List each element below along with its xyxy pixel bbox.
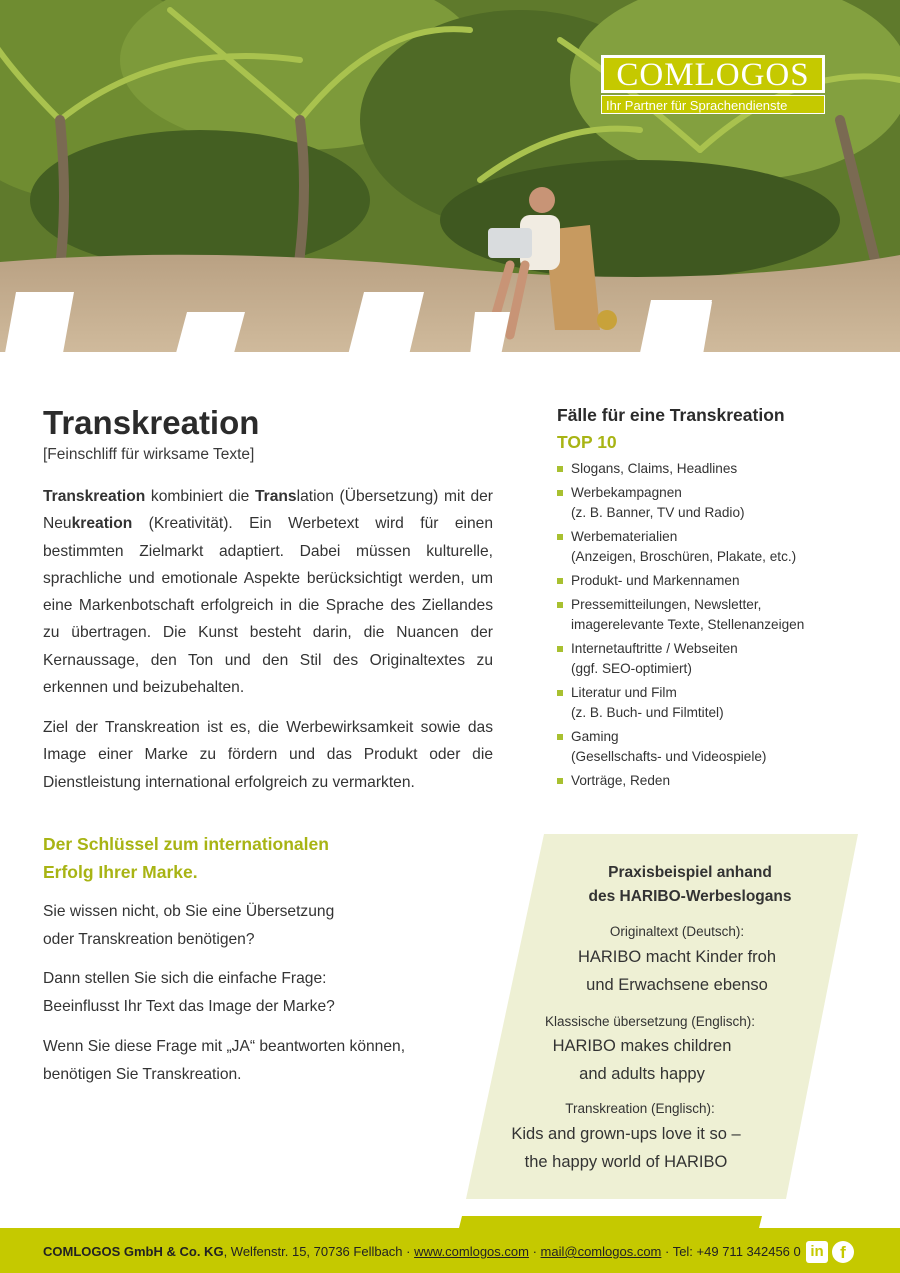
bullet-square-icon — [557, 466, 563, 472]
comlogos-logo — [601, 55, 825, 114]
question-paragraph-1 — [43, 898, 463, 953]
footer-address: , Welfenstr. 15, 70736 Fellbach · — [223, 1244, 415, 1259]
logo-tagline: Ihr Partner für Sprachendienste — [601, 95, 825, 114]
praxis-value-original-line2: und Erwachsene ebenso — [586, 975, 768, 994]
top10-item — [557, 683, 887, 723]
top10-item — [557, 483, 887, 523]
page-subtitle: [Feinschliff für wirksame Texte] — [43, 446, 255, 463]
top10-item — [557, 571, 887, 591]
top10-item — [557, 459, 887, 479]
bullet-square-icon — [557, 534, 563, 540]
question-1-line1: Sie wissen nicht, ob Sie eine Übersetzung — [43, 903, 335, 920]
footer-separator: · — [528, 1244, 541, 1259]
praxis-value-transcreation-line2: the happy world of HARIBO — [524, 1152, 728, 1171]
praxis-heading — [494, 861, 886, 909]
top10-item — [557, 639, 887, 679]
top10-item — [557, 727, 887, 767]
praxis-value-original-line1: HARIBO macht Kinder froh — [577, 948, 777, 966]
top10-item — [557, 527, 887, 567]
intro-text-2: lation (Übersetzung) mit der Neu — [43, 488, 493, 533]
praxis-value-transcreation — [430, 1121, 822, 1176]
top10-item-label: Internetauftritte / Webseiten — [571, 641, 738, 656]
facebook-icon[interactable]: f — [832, 1241, 854, 1263]
top10-label: TOP 10 — [557, 432, 617, 452]
bullet-square-icon — [557, 734, 563, 740]
top10-item-label: Slogans, Claims, Headlines — [571, 461, 738, 476]
intro-bold-kreation: kreation — [71, 515, 133, 533]
bullet-square-icon — [557, 578, 563, 584]
top10-item-detail: (z. B. Buch- und Filmtitel) — [571, 705, 724, 720]
top10-item-label: Werbekampagnen — [571, 485, 682, 500]
praxis-value-transcreation-line1: Kids and grown-ups love it so – — [511, 1125, 741, 1143]
bullet-square-icon — [557, 490, 563, 496]
praxis-label-transcreation: Transkreation (Englisch): — [565, 1101, 715, 1116]
hero-image — [0, 0, 900, 372]
intro-bold-trans: Trans — [255, 488, 297, 505]
key-heading — [43, 830, 329, 886]
intro-bold-transkreation: Transkreation — [43, 488, 146, 505]
praxis-heading-line1: Praxisbeispiel anhand — [608, 864, 772, 881]
praxis-value-original — [481, 944, 873, 999]
key-heading-line1: Der Schlüssel zum internationalen — [43, 834, 329, 854]
top10-item-detail: (Gesellschafts- und Videospiele) — [571, 749, 767, 764]
question-paragraph-3 — [43, 1033, 463, 1088]
top10-item-detail: (ggf. SEO-optimiert) — [571, 661, 692, 676]
page-title: Transkreation — [43, 404, 260, 441]
question-3-line1: Wenn Sie diese Frage mit „JA“ beantworten können, — [43, 1038, 406, 1055]
praxis-value-classic-line1: HARIBO makes children — [552, 1037, 732, 1055]
question-3-line2: benötigen Sie Transkreation. — [43, 1065, 242, 1083]
intro-text-1: kombiniert die — [145, 488, 255, 505]
bullet-square-icon — [557, 690, 563, 696]
praxis-heading-line2: des HARIBO-Werbeslogans — [588, 888, 792, 905]
top10-item-label: Literatur und Film — [571, 685, 677, 700]
bullet-square-icon — [557, 646, 563, 652]
intro-text-3: (Kreativität). Ein Werbetext wird für einen bestimmten Zielmarkt adaptiert. Dabei müssen kulturelle, sprachliche und emotionale Aspekte berücksichtigt werden, um eine Markenbotschaft erfolgreich in die Sprache des Ziellandes zu übertragen. Die Kunst besteht darin, die Nuancen der Kernaussage, den Ton und den Stil des Originaltextes zu erkennen und beizubehalten. — [43, 515, 493, 697]
footer-company: COMLOGOS GmbH & Co. KG — [43, 1244, 224, 1259]
question-2-line1: Dann stellen Sie sich die einfache Frage: — [43, 970, 327, 987]
top10-title: Fälle für eine Transkreation — [557, 405, 785, 425]
praxis-label-original: Originaltext (Deutsch): — [609, 924, 745, 939]
key-heading-line2: Erfolg Ihrer Marke. — [43, 862, 198, 882]
linkedin-icon[interactable]: in — [806, 1241, 828, 1263]
praxis-value-classic-line2: and adults happy — [579, 1064, 705, 1083]
goal-paragraph: Ziel der Transkreation ist es, die Werbewirksamkeit sowie das Image einer Marke zu fördern und das Produkt oder die Dienstleistung international erfolgreich zu vermarkten. — [43, 719, 493, 791]
footer-phone: · Tel: +49 711 342456 0 — [661, 1244, 801, 1259]
footer — [0, 1216, 900, 1273]
question-2-line2: Beeinflusst Ihr Text das Image der Marke? — [43, 997, 335, 1015]
top10-item-label: Vorträge, Reden — [571, 773, 670, 788]
top10-item-detail: imagerelevante Texte, Stellenanzeigen — [571, 617, 805, 632]
bullet-square-icon — [557, 602, 563, 608]
top10-item — [557, 595, 887, 635]
praxis-label-classic: Klassische übersetzung (Englisch): — [544, 1014, 756, 1029]
footer-email-link[interactable]: mail@comlogos.com — [540, 1244, 662, 1259]
bullet-square-icon — [557, 778, 563, 784]
top10-list — [557, 459, 887, 795]
question-paragraph-2 — [43, 965, 463, 1020]
logo-name: COMLOGOS — [601, 55, 825, 93]
top10-item-label: Gaming — [571, 729, 619, 744]
top10-item-label: Produkt- und Markennamen — [571, 573, 740, 588]
top10-item-detail: (Anzeigen, Broschüren, Plakate, etc.) — [571, 549, 797, 564]
top10-item-label: Werbematerialien — [571, 529, 678, 544]
footer-website-link[interactable]: www.comlogos.com — [414, 1244, 529, 1259]
question-1-line2: oder Transkreation benötigen? — [43, 930, 255, 948]
intro-paragraph — [43, 483, 493, 701]
praxis-box — [466, 834, 858, 1199]
top10-item-detail: (z. B. Banner, TV und Radio) — [571, 505, 745, 520]
top10-item — [557, 771, 887, 791]
footer-contact — [43, 1244, 801, 1259]
praxis-value-classic — [446, 1033, 838, 1088]
top10-item-label: Pressemitteilungen, Newsletter, — [571, 597, 762, 612]
